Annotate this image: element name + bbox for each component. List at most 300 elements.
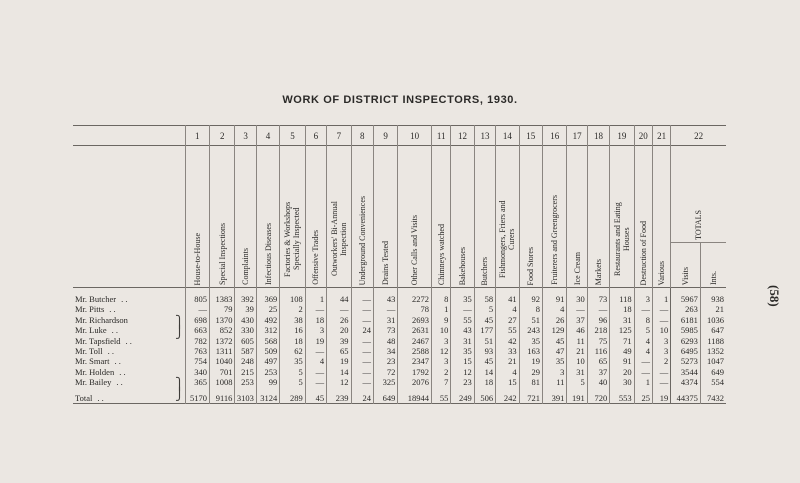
inspector-name: Mr. Bailey (75, 377, 112, 388)
value-cell: — (652, 377, 670, 387)
value-cell: — (327, 304, 351, 314)
value-cell: 116 (587, 346, 609, 356)
value-cell: 49 (610, 346, 634, 356)
value-cell: 33 (496, 346, 519, 356)
column-number-18: 18 (587, 126, 609, 146)
inspector-name: Mr. Luke (75, 325, 107, 336)
value-cell: — (305, 377, 326, 387)
value-cell: 7 (431, 377, 450, 387)
value-cell: 253 (235, 377, 256, 387)
value-cell: 27 (496, 315, 519, 325)
value-cell: 39 (327, 336, 351, 346)
value-cell: 2693 (398, 315, 432, 325)
value-cell: 2 (280, 304, 305, 314)
value-cell: 553 (610, 388, 634, 404)
column-number-20: 20 (634, 126, 652, 146)
value-cell: 3 (634, 288, 652, 305)
value-cell: 754 (185, 356, 209, 366)
value-cell: 3 (431, 356, 450, 366)
value-cell: 30 (567, 288, 587, 305)
value-cell: 852 (209, 325, 234, 335)
value-cell: 1372 (209, 336, 234, 346)
leader-dots: . . (97, 392, 104, 403)
value-cell: 392 (235, 288, 256, 305)
value-cell: 18 (610, 304, 634, 314)
inspector-name: Mr. Smart (75, 356, 110, 367)
value-cell: 92 (519, 288, 542, 305)
value-cell: 51 (519, 315, 542, 325)
value-cell: 249 (451, 388, 474, 404)
value-cell: 25 (256, 304, 279, 314)
value-cell: 701 (209, 367, 234, 377)
value-cell: 6495 (671, 346, 701, 356)
value-cell: 21 (496, 356, 519, 366)
brace-holden-bailey: ⎫ ⎭ (175, 377, 184, 401)
column-header-label: Factories & Workshops Specially Inspected (283, 201, 302, 277)
value-cell: — (587, 304, 609, 314)
column-number-4: 4 (256, 126, 279, 146)
value-cell: 163 (519, 346, 542, 356)
value-cell: 35 (451, 288, 474, 305)
column-header-11 (431, 146, 450, 288)
value-cell: 10 (652, 325, 670, 335)
column-header-label: Other Calls and Visits (410, 214, 420, 285)
value-cell: 647 (700, 325, 726, 335)
value-cell: 5 (474, 304, 495, 314)
value-cell: 365 (185, 377, 209, 387)
value-cell: 81 (519, 377, 542, 387)
value-cell: 4 (542, 304, 566, 314)
value-cell: 21 (567, 346, 587, 356)
column-header-15 (519, 146, 542, 288)
column-header-4 (256, 146, 279, 288)
value-cell: 4 (496, 304, 519, 314)
value-cell: 8 (519, 304, 542, 314)
value-cell: 34 (373, 346, 397, 356)
value-cell: 3544 (671, 367, 701, 377)
value-cell: — (351, 367, 373, 377)
value-cell: 191 (567, 388, 587, 404)
value-cell: 340 (185, 367, 209, 377)
inspectors-table (73, 125, 726, 404)
column-header-1 (185, 146, 209, 288)
value-cell: — (351, 336, 373, 346)
value-cell: 430 (235, 315, 256, 325)
column-header-label: Underground Conveniences (357, 195, 367, 285)
value-cell: — (351, 288, 373, 305)
value-cell: 5170 (185, 388, 209, 404)
column-header-label: Various (657, 260, 667, 285)
value-cell: 3103 (235, 388, 256, 404)
page-number: (58) (767, 285, 782, 307)
column-header-16 (542, 146, 566, 288)
inspector-name: Mr. Pitts (75, 304, 105, 315)
value-cell: 325 (373, 377, 397, 387)
value-cell: 26 (542, 315, 566, 325)
value-cell: 18 (474, 377, 495, 387)
value-cell: 782 (185, 336, 209, 346)
table-row (73, 304, 726, 314)
value-cell: 1036 (700, 315, 726, 325)
value-cell: 218 (587, 325, 609, 335)
inspector-name: Mr. Holden (75, 366, 115, 377)
total-row (73, 388, 726, 404)
column-header-label: Butchers (480, 256, 490, 285)
column-header-6 (305, 146, 326, 288)
value-cell: 2631 (398, 325, 432, 335)
leader-dots: . . (114, 356, 121, 367)
value-cell: 108 (280, 288, 305, 305)
value-cell: 5967 (671, 288, 701, 305)
column-header-label: House-to-House (192, 232, 202, 285)
value-cell: 3 (431, 336, 450, 346)
value-cell: 24 (351, 388, 373, 404)
value-cell: — (567, 304, 587, 314)
value-cell: 1311 (209, 346, 234, 356)
value-cell: 7432 (700, 388, 726, 404)
value-cell: 649 (700, 367, 726, 377)
value-cell: 5273 (671, 356, 701, 366)
value-cell: 58 (474, 288, 495, 305)
value-cell: 1 (305, 288, 326, 305)
value-cell: 1 (652, 288, 670, 305)
value-cell: 2076 (398, 377, 432, 387)
value-cell: 4374 (671, 377, 701, 387)
column-header-label: Complaints (241, 248, 251, 285)
column-header-label: Drains Tested (381, 241, 391, 285)
table-body (73, 288, 726, 404)
value-cell: 35 (519, 336, 542, 346)
value-cell: 3 (652, 336, 670, 346)
value-cell: 263 (671, 304, 701, 314)
value-cell: 12 (451, 367, 474, 377)
inspector-name-cell (73, 315, 185, 325)
value-cell: 43 (373, 288, 397, 305)
column-number-15: 15 (519, 126, 542, 146)
value-cell: 4 (305, 356, 326, 366)
column-number-1: 1 (185, 126, 209, 146)
column-header-label: Markets (593, 258, 603, 285)
value-cell: 497 (256, 356, 279, 366)
inspector-name-cell (73, 304, 185, 314)
value-cell: 19 (327, 356, 351, 366)
totals-header-label: TOTALS (694, 210, 704, 240)
value-cell: 39 (235, 304, 256, 314)
value-cell: 62 (280, 346, 305, 356)
value-cell: 6293 (671, 336, 701, 346)
value-cell: 1370 (209, 315, 234, 325)
value-cell: 24 (351, 325, 373, 335)
inspector-name-cell (73, 367, 185, 377)
table-row (73, 367, 726, 377)
value-cell: 40 (587, 377, 609, 387)
value-cell: — (451, 304, 474, 314)
column-number-2: 2 (209, 126, 234, 146)
value-cell: 30 (610, 377, 634, 387)
value-cell: 3 (652, 346, 670, 356)
value-cell: 79 (209, 304, 234, 314)
value-cell: 14 (474, 367, 495, 377)
value-cell: 23 (451, 377, 474, 387)
column-number-12: 12 (451, 126, 474, 146)
value-cell: 18 (280, 336, 305, 346)
column-header-label: Offensive Trades (311, 230, 321, 285)
value-cell: 2467 (398, 336, 432, 346)
value-cell: 3124 (256, 388, 279, 404)
value-cell: 6181 (671, 315, 701, 325)
value-cell: — (305, 304, 326, 314)
inspector-name: Mr. Richardson (75, 314, 128, 325)
value-cell: — (351, 315, 373, 325)
value-cell: 31 (451, 336, 474, 346)
value-cell: 2 (431, 367, 450, 377)
table-row (73, 336, 726, 346)
value-cell: 55 (451, 315, 474, 325)
totals-sub-visits (671, 243, 701, 288)
value-cell: 391 (542, 388, 566, 404)
value-cell: 1792 (398, 367, 432, 377)
value-cell: 12 (327, 377, 351, 387)
value-cell: 369 (256, 288, 279, 305)
value-cell: 554 (700, 377, 726, 387)
leader-dots: . . (116, 377, 123, 388)
value-cell: 21 (700, 304, 726, 314)
value-cell: 587 (235, 346, 256, 356)
value-cell: 248 (235, 356, 256, 366)
value-cell: 19 (652, 388, 670, 404)
value-cell: 35 (451, 346, 474, 356)
value-cell: 938 (700, 288, 726, 305)
value-cell: 1008 (209, 377, 234, 387)
value-cell: — (351, 304, 373, 314)
value-cell: 239 (327, 388, 351, 404)
value-cell: 3 (542, 367, 566, 377)
value-cell: 5 (567, 377, 587, 387)
value-cell: 5985 (671, 325, 701, 335)
value-cell: 78 (398, 304, 432, 314)
value-cell: 11 (542, 377, 566, 387)
inspector-name: Total (75, 392, 93, 403)
value-cell: 55 (431, 388, 450, 404)
value-cell: 330 (235, 325, 256, 335)
totals-sub-label: Ints. (708, 271, 718, 285)
column-number-16: 16 (542, 126, 566, 146)
column-header-label: Ice Cream (572, 251, 582, 285)
value-cell: 2272 (398, 288, 432, 305)
value-cell: 14 (327, 367, 351, 377)
value-cell: 45 (542, 336, 566, 346)
column-header-label: Fishmongers, Friers and Curers (498, 200, 517, 278)
column-header-13 (474, 146, 495, 288)
value-cell: — (373, 304, 397, 314)
column-header-label: Chimneys watched (436, 223, 446, 285)
leader-dots: . . (107, 346, 114, 357)
value-cell: 31 (373, 315, 397, 325)
column-header-9 (373, 146, 397, 288)
value-cell: 37 (587, 367, 609, 377)
column-number-11: 11 (431, 126, 450, 146)
table-row (73, 288, 726, 305)
value-cell: — (351, 377, 373, 387)
value-cell: 5 (280, 377, 305, 387)
column-number-21: 21 (652, 126, 670, 146)
column-number-14: 14 (496, 126, 519, 146)
column-header-17 (567, 146, 587, 288)
report-title: WORK OF DISTRICT INSPECTORS, 1930. (282, 94, 518, 106)
value-cell: 649 (373, 388, 397, 404)
column-header-5 (280, 146, 305, 288)
column-header-10 (398, 146, 432, 288)
value-cell: 1352 (700, 346, 726, 356)
inspector-name-cell (73, 336, 185, 346)
value-cell: 19 (519, 356, 542, 366)
value-cell: 805 (185, 288, 209, 305)
leader-dots: . . (121, 294, 128, 304)
value-cell: 51 (474, 336, 495, 346)
value-cell: 45 (305, 388, 326, 404)
value-cell: — (351, 346, 373, 356)
brace-pitts-richardson: ⎫ ⎭ (175, 315, 184, 339)
totals-sub-ints (700, 243, 726, 288)
value-cell: 4 (496, 367, 519, 377)
value-cell: 9116 (209, 388, 234, 404)
column-header-21 (652, 146, 670, 288)
value-cell: — (634, 304, 652, 314)
value-cell: 10 (567, 356, 587, 366)
value-cell: — (652, 304, 670, 314)
column-number-7: 7 (327, 126, 351, 146)
value-cell: 509 (256, 346, 279, 356)
column-number-22: 22 (671, 126, 726, 146)
value-cell: 698 (185, 315, 209, 325)
totals-header (671, 146, 726, 243)
value-cell: 44 (327, 288, 351, 305)
value-cell: 5 (634, 325, 652, 335)
column-number-10: 10 (398, 126, 432, 146)
value-cell: — (652, 315, 670, 325)
value-cell: 75 (587, 336, 609, 346)
value-cell: 663 (185, 325, 209, 335)
column-header-label: Bakehouses (458, 246, 468, 285)
corner-cell (73, 126, 185, 146)
value-cell: 12 (431, 346, 450, 356)
column-header-label: Destruction of Food (638, 220, 648, 285)
column-header-2 (209, 146, 234, 288)
value-cell: 4 (634, 346, 652, 356)
value-cell: 312 (256, 325, 279, 335)
value-cell: 1188 (700, 336, 726, 346)
value-cell: 11 (567, 336, 587, 346)
value-cell: 55 (496, 325, 519, 335)
column-number-9: 9 (373, 126, 397, 146)
table-row (73, 346, 726, 356)
value-cell: 48 (373, 336, 397, 346)
value-cell: 23 (373, 356, 397, 366)
value-cell: — (185, 304, 209, 314)
column-header-8 (351, 146, 373, 288)
inspector-name-cell (73, 356, 185, 366)
column-header-12 (451, 146, 474, 288)
value-cell: 568 (256, 336, 279, 346)
value-cell: 31 (610, 315, 634, 325)
column-header-19 (610, 146, 634, 288)
inspector-name-cell (73, 388, 185, 404)
column-header-label: Outworkers' Bi-Annual Inspection (329, 201, 348, 277)
value-cell: 492 (256, 315, 279, 325)
column-header-label: Infectious Diseases (263, 223, 273, 285)
value-cell: 242 (496, 388, 519, 404)
value-cell: — (652, 367, 670, 377)
value-cell: 35 (280, 356, 305, 366)
inspector-name: Mr. Butcher (75, 294, 117, 304)
table-row (73, 315, 726, 325)
value-cell: 25 (634, 388, 652, 404)
value-cell: 10 (431, 325, 450, 335)
value-cell: 118 (610, 288, 634, 305)
value-cell: 2 (652, 356, 670, 366)
value-cell: 243 (519, 325, 542, 335)
leader-dots: . . (119, 366, 126, 377)
table-row (73, 356, 726, 366)
value-cell: — (634, 367, 652, 377)
value-cell: 45 (474, 315, 495, 325)
value-cell: 2347 (398, 356, 432, 366)
value-cell: 8 (634, 315, 652, 325)
value-cell: 763 (185, 346, 209, 356)
value-cell: 1 (634, 377, 652, 387)
value-cell: 71 (610, 336, 634, 346)
column-header-7 (327, 146, 351, 288)
column-header-row (73, 146, 726, 243)
value-cell: 47 (542, 346, 566, 356)
value-cell: 73 (587, 288, 609, 305)
column-header-label: Special Inspections (217, 223, 227, 285)
value-cell: 2588 (398, 346, 432, 356)
value-cell: 1383 (209, 288, 234, 305)
column-header-3 (235, 146, 256, 288)
value-cell: — (305, 367, 326, 377)
column-header-20 (634, 146, 652, 288)
table-row (73, 325, 726, 335)
inspector-name: Mr. Toll (75, 346, 103, 357)
column-number-17: 17 (567, 126, 587, 146)
value-cell: 8 (431, 288, 450, 305)
value-cell: 72 (373, 367, 397, 377)
inspector-name-cell (73, 377, 185, 387)
column-header-label: Restaurants and Eating Houses (612, 202, 631, 276)
inspector-name-cell (73, 346, 185, 356)
value-cell: 5 (280, 367, 305, 377)
column-header-18 (587, 146, 609, 288)
totals-sub-label: Visits (681, 266, 691, 285)
table-row (73, 377, 726, 387)
value-cell: 91 (610, 356, 634, 366)
column-header-label: Fruiterers and Greengrocers (550, 195, 560, 285)
value-cell: 720 (587, 388, 609, 404)
value-cell: 125 (610, 325, 634, 335)
value-cell: 37 (567, 315, 587, 325)
value-cell: 215 (235, 367, 256, 377)
column-number-row (73, 126, 726, 146)
value-cell: 253 (256, 367, 279, 377)
value-cell: 15 (451, 356, 474, 366)
value-cell: 35 (542, 356, 566, 366)
value-cell: 26 (327, 315, 351, 325)
column-number-3: 3 (235, 126, 256, 146)
column-number-13: 13 (474, 126, 495, 146)
value-cell: 96 (587, 315, 609, 325)
leader-dots: . . (109, 304, 116, 315)
